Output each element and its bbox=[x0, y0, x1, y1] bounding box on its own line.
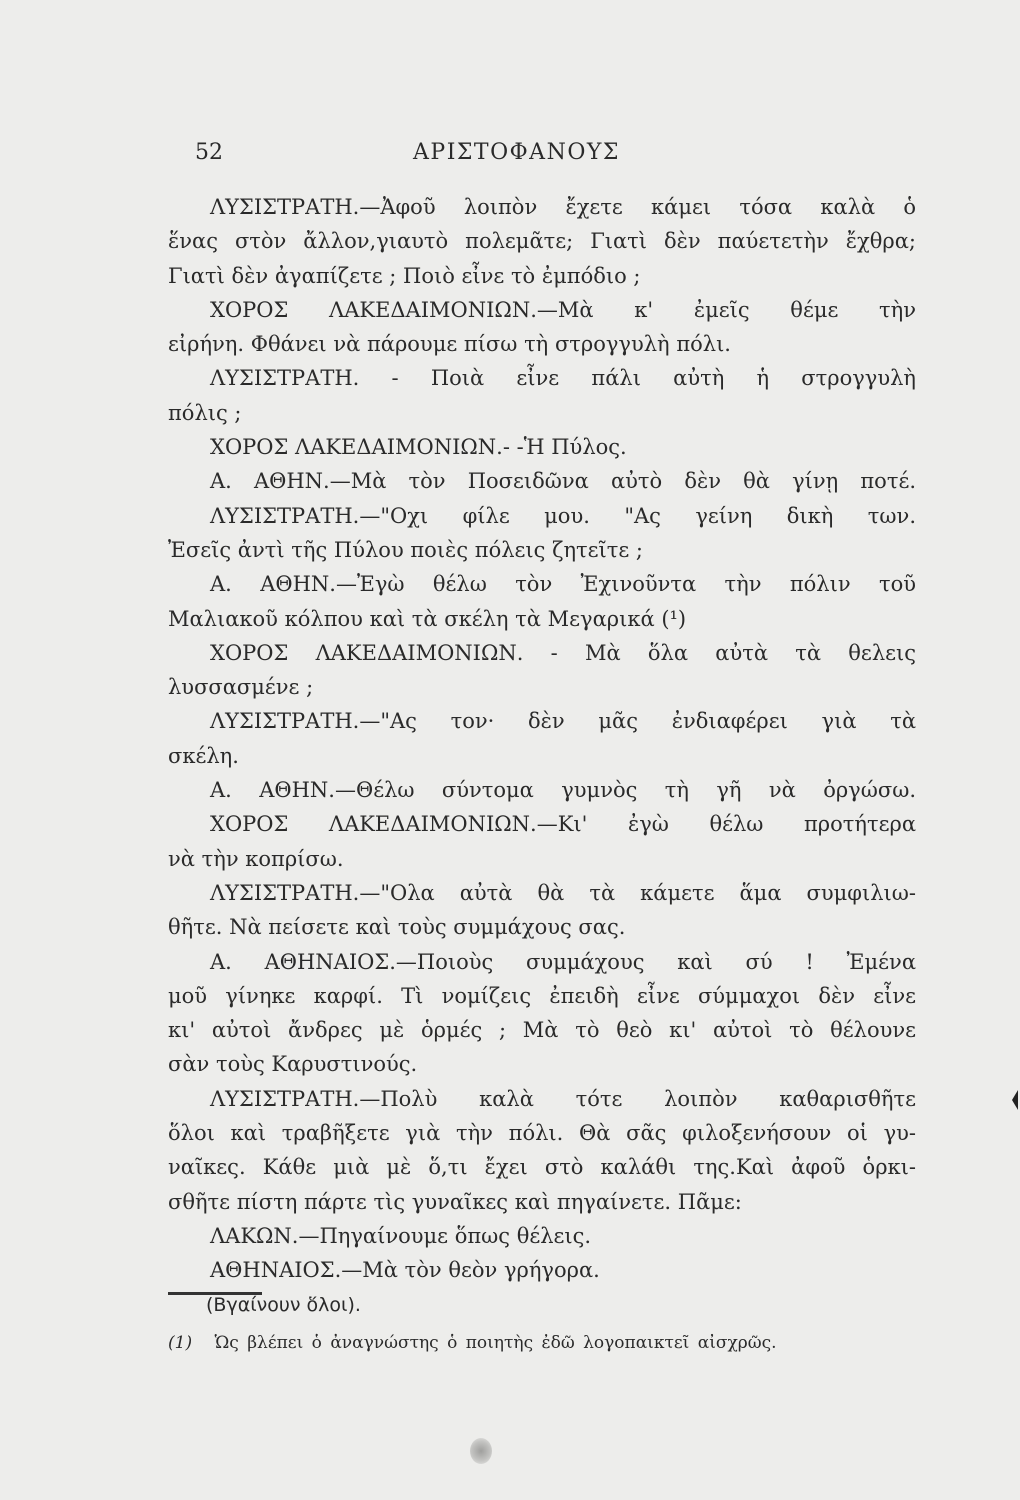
page-number: 52 bbox=[195, 140, 223, 165]
text-line: κι' αὐτοὶ ἄνδρες μὲ ὁρμές ; Μὰ τὸ θεὸ κι' αὐτοὶ τὸ θέλουνε bbox=[168, 1018, 916, 1043]
text-line: ΧΟΡΟΣ ΛΑΚΕΔΑΙΜΟΝΙΩΝ.—Μὰ κ' ἐμεῖς θέμε τὴν bbox=[210, 297, 916, 322]
text-line: σκέλη. bbox=[168, 743, 239, 768]
text-line: ὅλοι καὶ τραβῆξετε γιὰ τὴν πόλι. Θὰ σᾶς φιλοξενήσουν οἱ γυ- bbox=[168, 1121, 916, 1146]
text-line: νὰ τὴν κοπρίσω. bbox=[168, 846, 344, 871]
text-line: ἕνας στὸν ἄλλον,γιαυτὸ πολεμᾶτε; Γιατὶ δὲν παύετετὴν ἔχθρα; bbox=[168, 229, 916, 254]
text-line: ΧΟΡΟΣ ΛΑΚΕΔΑΙΜΟΝΙΩΝ.- -Ἡ Πύλος. bbox=[210, 435, 627, 460]
text-line: ΑΘΗΝΑΙΟΣ.—Μὰ τὸν θεὸν γρήγορα. bbox=[210, 1258, 600, 1283]
text-line: λυσσασμένε ; bbox=[168, 675, 314, 700]
text-line: ΛΥΣΙΣΤΡΑΤΗ.—Πολὺ καλὰ τότε λοιπὸν καθαρισθῆτε bbox=[210, 1086, 916, 1111]
stage-direction: (Βγαίνουν ὅλοι). bbox=[206, 1293, 361, 1316]
text-line: σθῆτε πίστη πάρτε τὶς γυναῖκες καὶ πηγαίνετε. Πᾶμε: bbox=[168, 1189, 742, 1214]
text-line: Α. ΑΘΗΝ.—Ἐγὼ θέλω τὸν Ἐχινοῦντα τὴν πόλιν τοῦ bbox=[210, 572, 916, 597]
text-line: ΛΥΣΙΣΤΡΑΤΗ.—"Οχι φίλε μου. "Ας γείνη δικὴ των. bbox=[210, 503, 916, 528]
page-header bbox=[195, 140, 915, 176]
text-line: σὰν τοὺς Καρυστινούς. bbox=[168, 1052, 418, 1077]
text-line: Α. ΑΘΗΝ.—Μὰ τὸν Ποσειδῶνα αὐτὸ δὲν θὰ γίνῃ ποτέ. bbox=[210, 469, 916, 494]
text-line: ΛΑΚΩΝ.—Πηγαίνουμε ὅπως θέλεις. bbox=[210, 1223, 592, 1248]
text-line: Ἐσεῖς ἀντὶ τῆς Πύλου ποιὲς πόλεις ζητεῖτε ; bbox=[168, 537, 644, 562]
text-line: ΛΥΣΙΣΤΡΑΤΗ.—"Ολα αὐτὰ θὰ τὰ κάμετε ἅμα συμφιλιω- bbox=[210, 880, 916, 905]
text-line: ΛΥΣΙΣΤΡΑΤΗ. - Ποιὰ εἶνε πάλι αὐτὴ ἡ στρογγυλὴ bbox=[210, 366, 916, 391]
text-line: ναῖκες. Κάθε μιὰ μὲ ὅ,τι ἔχει στὸ καλάθι της.Καὶ ἀφοῦ ὁρκι- bbox=[168, 1155, 916, 1180]
play-text bbox=[168, 190, 916, 1322]
footnote bbox=[168, 1333, 908, 1353]
text-line: ΛΥΣΙΣΤΡΑΤΗ.—"Ας τον· δὲν μᾶς ἐνδιαφέρει γιὰ τὰ bbox=[210, 709, 916, 734]
text-line: ΛΥΣΙΣΤΡΑΤΗ.—Ἀφοῦ λοιπὸν ἔχετε κάμει τόσα καλὰ ὁ bbox=[210, 195, 916, 219]
text-line: Α. ΑΘΗΝ.—Θέλω σύντομα γυμνὸς τὴ γῆ νὰ ὀργώσω. bbox=[210, 778, 916, 803]
footnote-divider bbox=[168, 1292, 262, 1295]
text-line: μοῦ γίνηκε καρφί. Τὶ νομίζεις ἐπειδὴ εἶνε σύμμαχοι δὲν εἶνε bbox=[168, 983, 916, 1008]
text-line: θῆτε. Νὰ πείσετε καὶ τοὺς συμμάχους σας. bbox=[168, 915, 626, 940]
page-edge-mark bbox=[1012, 1090, 1018, 1110]
text-line: εἰρήνη. Φθάνει νὰ πάρουμε πίσω τὴ στρογγυλὴ πόλι. bbox=[168, 332, 731, 357]
text-line: Γιατὶ δὲν ἀγαπίζετε ; Ποιὸ εἶνε τὸ ἐμπόδιο ; bbox=[168, 263, 641, 288]
running-title: ΑΡΙΣΤΟΦΑΝΟΥΣ bbox=[413, 140, 620, 165]
text-line: Α. ΑΘΗΝΑΙΟΣ.—Ποιοὺς συμμάχους καὶ σύ ! Ἐμένα bbox=[210, 949, 916, 974]
text-line: ΧΟΡΟΣ ΛΑΚΕΔΑΙΜΟΝΙΩΝ.—Κι' ἐγὼ θέλω προτήτερα bbox=[210, 812, 916, 837]
footnote-mark: (1) bbox=[168, 1333, 193, 1353]
footnote-text: Ὡς βλέπει ὁ ἀναγνώστης ὁ ποιητὴς ἐδῶ λογοπαικτεῖ αἰσχρῶς. bbox=[214, 1333, 777, 1353]
text-line: Μαλιακοῦ κόλπου καὶ τὰ σκέλη τὰ Μεγαρικά (¹) bbox=[168, 606, 687, 631]
ink-smudge bbox=[470, 1438, 492, 1464]
text-line: πόλις ; bbox=[168, 400, 242, 425]
text-line: ΧΟΡΟΣ ΛΑΚΕΔΑΙΜΟΝΙΩΝ. - Μὰ ὅλα αὐτὰ τὰ θελεις bbox=[210, 640, 916, 665]
